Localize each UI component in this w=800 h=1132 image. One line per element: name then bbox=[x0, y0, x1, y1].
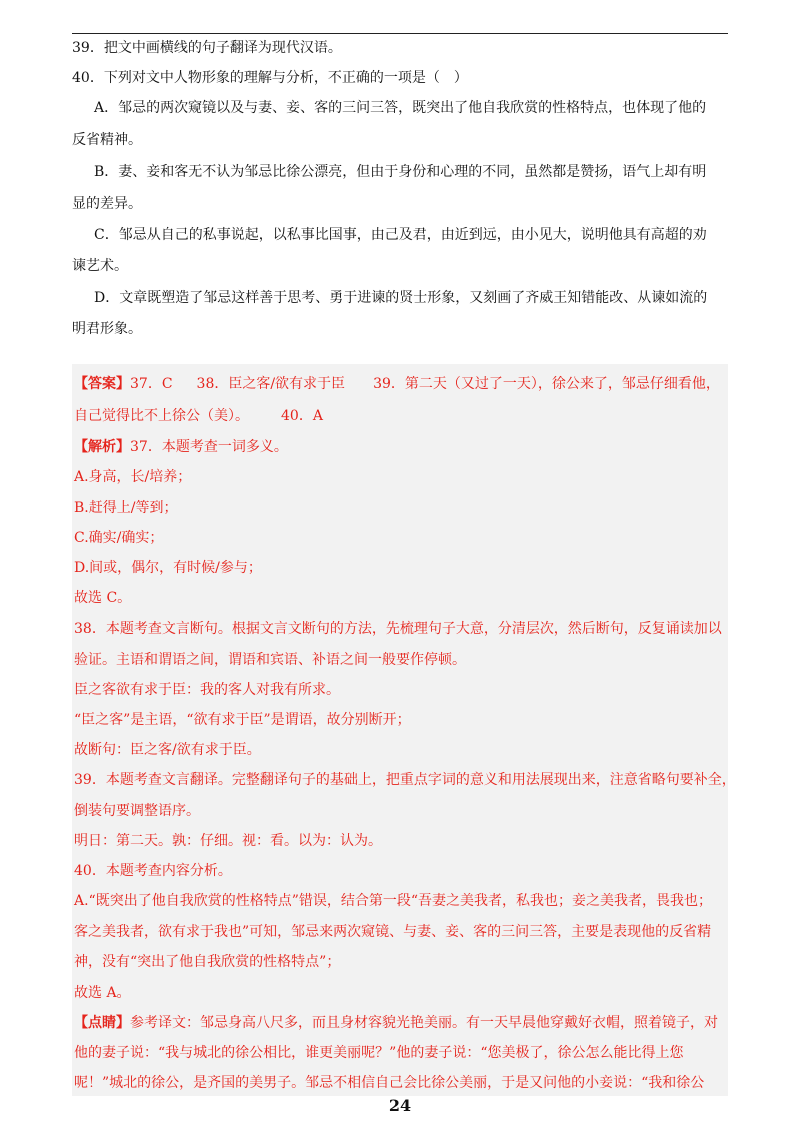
option-b-line2: 显的差异。 bbox=[72, 196, 142, 212]
tip-text: 参考译文：邹忌身高八尺多，而且身材容貌光艳美丽。有一天早晨他穿戴好衣帽，照着镜子，对 bbox=[130, 1015, 718, 1031]
analysis-text: 37．本题考查一词多义。 bbox=[130, 439, 288, 455]
question-39: 39．把文中画横线的句子翻译为现代汉语。 bbox=[72, 40, 342, 56]
option-d-line1: D．文章既塑造了邹忌这样善于思考、勇于进谏的贤士形象，又刻画了齐威王知错能改、从谏如流的 bbox=[94, 290, 708, 306]
question-40: 40．下列对文中人物形象的理解与分析，不正确的一项是（ ） bbox=[72, 70, 468, 86]
option-d-line2: 明君形象。 bbox=[72, 321, 142, 337]
answer-39: 39．第二天（又过了一天），徐公来了，邹忌仔细看他， bbox=[373, 376, 720, 392]
analysis-line15: 40．本题考查内容分析。 bbox=[74, 863, 232, 879]
answer-line2 bbox=[74, 406, 734, 426]
analysis-line14: 明日：第二天。孰：仔细。视：看。以为：认为。 bbox=[74, 833, 382, 849]
analysis-line16: A.“既突出了他自我欣赏的性格特点”错误，结合第一段“吾妻之美我者，私我也；妾之美我者，畏我也； bbox=[74, 893, 713, 909]
analysis-line6: 故选 C。 bbox=[74, 590, 132, 606]
answer-40: 40．A bbox=[281, 408, 323, 424]
analysis-line8: 验证。主语和谓语之间，谓语和宾语、补语之间一般要作停顿。 bbox=[74, 652, 466, 668]
tip-line1 bbox=[74, 1013, 734, 1033]
option-c-line2: 谏艺术。 bbox=[72, 258, 128, 274]
analysis-line9: 臣之客欲有求于臣：我的客人对我有所求。 bbox=[74, 682, 340, 698]
analysis-line17: 客之美我者，欲有求于我也”可知，邹忌来两次窥镜、与妻、妾、客的三问三答，主要是表现他的反省精 bbox=[74, 924, 712, 940]
analysis-line5: D.间或，偶尔，有时候/参与； bbox=[74, 560, 262, 576]
analysis-line12: 39．本题考查文言翻译。完整翻译句子的基础上，把重点字词的意义和用法展现出来，注意省略句要补全， bbox=[74, 772, 736, 788]
option-a-line1: A．邹忌的两次窥镜以及与妻、妾、客的三问三答，既突出了他自我欣赏的性格特点，也体现了他的 bbox=[94, 100, 707, 116]
header-rule bbox=[72, 33, 728, 34]
tip-line2: 他的妻子说：“我与城北的徐公相比，谁更美丽呢？”他的妻子说：“您美极了，徐公怎么能比得上您 bbox=[74, 1045, 684, 1061]
analysis-line1 bbox=[74, 437, 734, 457]
analysis-line2: A.身高，长/培养； bbox=[74, 469, 192, 485]
analysis-line13: 倒装句要调整语序。 bbox=[74, 803, 200, 819]
option-c-line1: C．邹忌从自己的私事说起，以私事比国事，由己及君，由近到远，由小见大，说明他具有高超的劝 bbox=[94, 227, 707, 243]
analysis-line4: C.确实/确实； bbox=[74, 530, 164, 546]
analysis-tag: 【解析】 bbox=[74, 439, 130, 455]
option-b-line1: B．妻、妾和客无不认为邹忌比徐公漂亮，但由于身份和心理的不同，虽然都是赞扬，语气上却有明 bbox=[94, 164, 707, 180]
analysis-line19: 故选 A。 bbox=[74, 985, 131, 1001]
analysis-line7: 38．本题考查文言断句。根据文言文断句的方法，先梳理句子大意，分清层次，然后断句，反复诵读加以 bbox=[74, 621, 722, 637]
analysis-line3: B.赶得上/等到； bbox=[74, 500, 178, 516]
analysis-line10: “臣之客”是主语，“欲有求于臣”是谓语，故分别断开； bbox=[74, 712, 411, 728]
page-number: 24 bbox=[388, 1096, 412, 1115]
answer-38: 38．臣之客/欲有求于臣 bbox=[196, 376, 346, 392]
answer-39-cont: 自己觉得比不上徐公（美）。 bbox=[74, 408, 249, 424]
analysis-line11: 故断句：臣之客/欲有求于臣。 bbox=[74, 742, 261, 758]
answer-37: 37．C bbox=[130, 376, 173, 392]
answer-tag: 【答案】 bbox=[74, 376, 130, 392]
answer-line1 bbox=[74, 374, 734, 394]
option-a-line2: 反省精神。 bbox=[72, 132, 142, 148]
tip-tag: 【点睛】 bbox=[74, 1015, 130, 1031]
tip-line3: 呢！”城北的徐公，是齐国的美男子。邹忌不相信自己会比徐公美丽，于是又问他的小妾说：“我和徐公 bbox=[74, 1075, 705, 1091]
analysis-line18: 神，没有“突出了他自我欣赏的性格特点”； bbox=[74, 954, 341, 970]
